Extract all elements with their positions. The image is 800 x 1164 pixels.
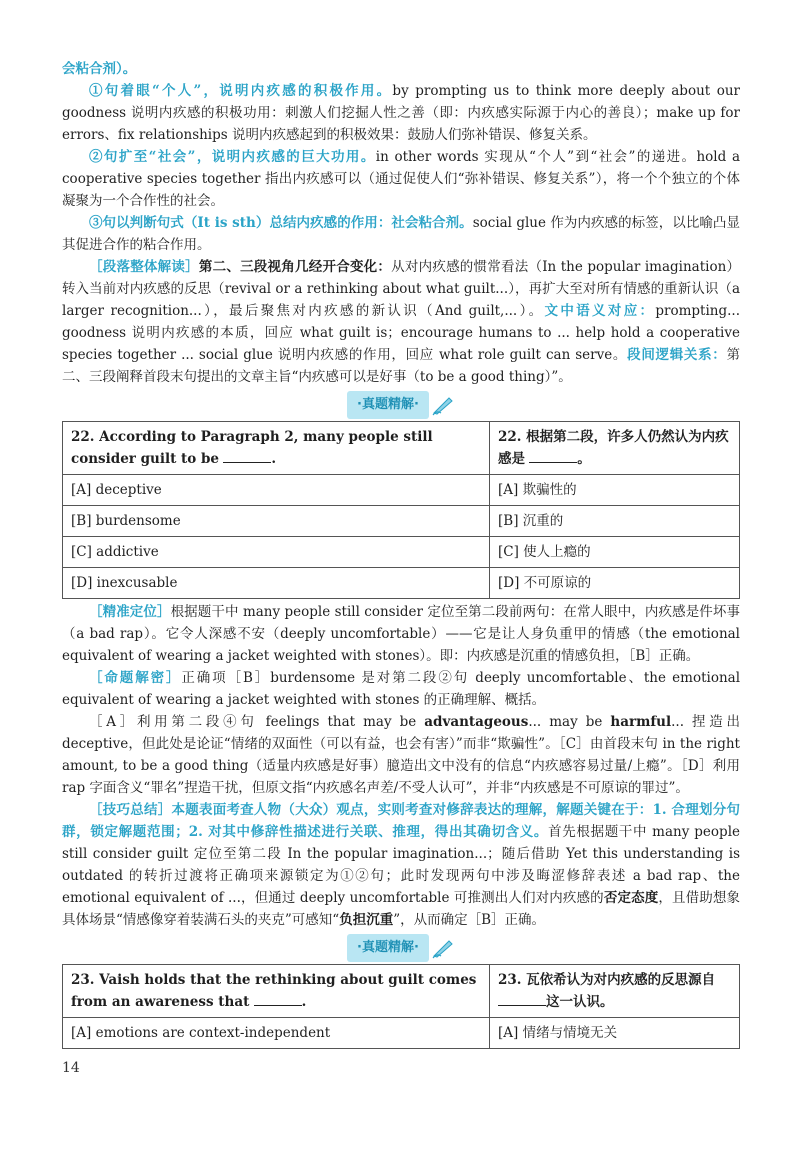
question22-table	[62, 421, 740, 599]
answer-blank	[498, 991, 546, 1006]
paragraph-overall-analysis: ［段落整体解读］第二、三段视角几经开合变化：从对内疚感的惯常看法（In the popular imagination）转入当前对内疚感的反思（revival or a rethinking about what guilt...），再扩大至对所有情感的重新认识（a larger recognition...），最后聚焦对内疚感的新认识（And guilt,...）。文中语义对应：prompting... goodness 说明内疚感的本质，回应 what guilt is；encourage humans to ... help hold a cooperative species together ... social glue 说明内疚感的作用，回应 what role guilt can serve。段间逻辑关系：第二、三段阐释首段末句提出的文章主旨“内疚感可以是好事（to be a good thing）”。	[62, 259, 741, 385]
answer-blank	[529, 448, 577, 463]
wrong-options-analysis: ［A］利用第二段④句 feelings that may be advantageous... may be harmful... 捏造出 deceptive，但此处是论证“情绪的双面性（可以有益，也会有害）”而非“欺骗性”。［C］由首段末句 in the right amount, to be a good thing（适量内疚感是好事）臆造出文中没有的信息“内疚感容易过量/上瘾”。［D］利用 rap 字面含义“罪名”捏造干扰，但原文指“内疚感名声差/不受人认可”，并非“内疚感是不可原谅的罪过”。	[62, 714, 740, 796]
option-d-cn: [D] 不可原谅的	[490, 568, 740, 599]
section-banner	[62, 392, 740, 418]
question22-prompt-cn: 22. 根据第二段，许多人仍然认为内疚感是 。	[490, 422, 740, 475]
option-a-cn: [A] 情绪与情境无关	[490, 1018, 740, 1049]
option-b-cn: [B] 沉重的	[490, 506, 740, 537]
carry-over-text: 会粘合剂）。	[62, 61, 137, 77]
answer-blank	[254, 991, 302, 1006]
question23-table	[62, 964, 740, 1049]
option-d-en: [D] inexcusable	[63, 568, 490, 599]
sentence1-analysis: ①句着眼“个人”，说明内疚感的积极作用。by prompting us to think more deeply about our goodness 说明内疚感的积极功用：刺激人们挖掘人性之善（即：内疚感实际源于内心的善良）；make up for errors、fix relationships 说明内疚感起到的积极效果：鼓励人们弥补错误、修复关系。	[62, 83, 741, 143]
question22-prompt-en: 22. According to Paragraph 2, many people still consider guilt to be .	[63, 422, 490, 475]
option-c-cn: [C] 使人上瘾的	[490, 537, 740, 568]
pen-icon	[431, 937, 455, 959]
option-a-cn: [A] 欺骗性的	[490, 475, 740, 506]
sentence2-analysis: ②句扩至“社会”，说明内疚感的巨大功用。in other words 实现从“个人”到“社会”的递进。hold a cooperative species together 指出内疚感可以（通过促使人们“弥补错误、修复关系”），将一个个独立的个体凝聚为一个合作性的社会。	[62, 149, 741, 209]
skill-summary: ［技巧总结］本题表面考查人物（大众）观点，实则考查对修辞表达的理解，解题关键在于：1. 合理划分句群，锁定解题范围；2. 对其中修辞性描述进行关联、推理，得出其确切含义。首先根据题干中 many people still consider guilt 定位至第二段 In the popular imagination...；随后借助 Yet this understanding is outdated 的转折过渡将正确项来源锁定为①②句；此时发现两句中涉及晦涩修辞表述 a bad rap、the emotional equivalent of ...，但通过 deeply uncomfortable 可推测出人们对内疚感的否定态度，且借助想象具体场景“情感像穿着装满石头的夹克”可感知“负担沉重”，从而确定［B］正确。	[62, 802, 741, 928]
question23-prompt-en: 23. Vaish holds that the rethinking about guilt comes from an awareness that .	[63, 965, 490, 1018]
question23-prompt-cn: 23. 瓦依希认为对内疚感的反思源自这一认识。	[490, 965, 740, 1018]
answer-blank	[223, 448, 271, 463]
precise-locate-analysis: ［精准定位］根据题干中 many people still consider 定位至第二段前两句：在常人眼中，内疚感是件坏事（a bad rap）。它令人深感不安（deeply uncomfortable）——它是让人身负重甲的情感（the emotional equivalent of wearing a jacket weighted with stones）。即：内疚感是沉重的情感负担，［B］正确。	[62, 604, 740, 664]
section-banner-label: ·真题精解·	[347, 391, 429, 419]
section-banner-2	[62, 935, 740, 961]
option-a-en: [A] deceptive	[63, 475, 490, 506]
decode-analysis: ［命题解密］正确项［B］burdensome 是对第二段②句 deeply uncomfortable、the emotional equivalent of wearing a jacket weighted with stones 的正确理解、概括。	[62, 670, 741, 708]
page-content	[62, 58, 740, 1051]
page-number: 14	[62, 1060, 80, 1076]
sentence3-analysis: ③句以判断句式（It is sth）总结内疚感的作用：社会粘合剂。social glue 作为内疚感的标签，以比喻凸显其促进合作的粘合作用。	[62, 215, 740, 253]
option-a-en: [A] emotions are context-independent	[63, 1018, 490, 1049]
pen-icon	[431, 394, 455, 416]
option-c-en: [C] addictive	[63, 537, 490, 568]
section-banner-label-2: ·真题精解·	[347, 934, 429, 962]
option-b-en: [B] burdensome	[63, 506, 490, 537]
